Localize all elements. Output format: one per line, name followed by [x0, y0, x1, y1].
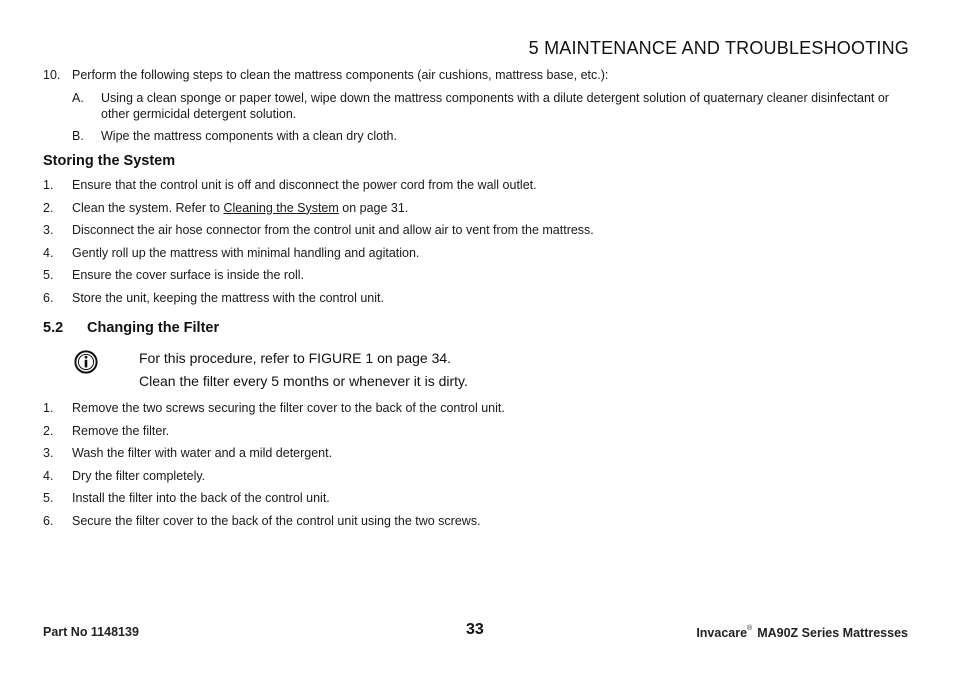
- cleaning-system-link[interactable]: Cleaning the System: [223, 200, 339, 215]
- substep-a: [72, 90, 914, 122]
- substep-text: Using a clean sponge or paper towel, wipe down the mattress components with a dilute detergent solution of quaternary cleaner disinfectant or other germicidal detergent solution.: [101, 91, 889, 121]
- substep-letter: B.: [72, 129, 84, 143]
- step-text: Secure the filter cover to the back of the control unit using the two screws.: [72, 513, 481, 528]
- step-number: 5.: [43, 491, 54, 505]
- step-text: Remove the filter.: [72, 423, 170, 438]
- info-icon: [74, 350, 98, 374]
- step-text: Ensure that the control unit is off and disconnect the power cord from the wall outlet.: [72, 178, 537, 192]
- step-number: 10.: [43, 68, 61, 82]
- footer-product: [696, 625, 908, 640]
- page-number: 33: [466, 621, 484, 638]
- substep-letter: A.: [72, 91, 84, 105]
- substep-text: Wipe the mattress components with a clean dry cloth.: [101, 129, 397, 143]
- list-item: [43, 245, 594, 268]
- filter-steps-list: [43, 400, 505, 535]
- list-item: [43, 513, 505, 536]
- step-number: 4.: [43, 468, 54, 483]
- list-item: [43, 290, 594, 313]
- list-item: [43, 445, 505, 468]
- step-number: 3.: [43, 446, 54, 460]
- step-10: [43, 67, 913, 83]
- note-line: Clean the filter every 5 months or whenever it is dirty.: [139, 373, 468, 389]
- step-number: 5.: [43, 268, 54, 282]
- product-name: MA90Z Series Mattresses: [757, 626, 908, 640]
- step-number: 6.: [43, 513, 54, 528]
- note-line: For this procedure, refer to FIGURE 1 on page 34.: [139, 350, 452, 366]
- filter-heading: [43, 320, 219, 336]
- step-text: Install the filter into the back of the control unit.: [72, 491, 330, 505]
- step-text: Remove the two screws securing the filter cover to the back of the control unit.: [72, 401, 505, 415]
- step-text: Store the unit, keeping the mattress with the control unit.: [72, 290, 384, 305]
- step-number: 2.: [43, 423, 54, 438]
- step-number: 2.: [43, 200, 54, 215]
- list-item: [43, 468, 505, 491]
- list-item: [43, 423, 505, 446]
- brand-name: Invacare: [696, 626, 748, 640]
- list-item: [43, 267, 594, 290]
- note-block: [139, 347, 468, 393]
- list-item: [43, 490, 505, 513]
- list-item: [43, 400, 505, 423]
- step-text: Perform the following steps to clean the mattress components (air cushions, mattress base, etc.):: [72, 68, 609, 82]
- step-number: 4.: [43, 245, 54, 260]
- step-text-before: Clean the system. Refer to: [72, 200, 224, 215]
- substep-b: [72, 128, 914, 144]
- step-text: Disconnect the air hose connector from the control unit and allow air to vent from the mattress.: [72, 223, 594, 237]
- part-number: Part No 1148139: [43, 625, 139, 639]
- step-text: Gently roll up the mattress with minimal handling and agitation.: [72, 245, 420, 260]
- section-number: 5.2: [43, 320, 64, 336]
- step-text: Ensure the cover surface is inside the roll.: [72, 268, 305, 282]
- step-number: 1.: [43, 178, 54, 192]
- storing-heading: Storing the System: [43, 153, 176, 169]
- step-number: 3.: [43, 223, 54, 237]
- section-heading-text: Changing the Filter: [87, 320, 220, 336]
- step-text: Dry the filter completely.: [72, 468, 206, 483]
- registered-mark: ®: [747, 625, 753, 632]
- section-title: 5 MAINTENANCE AND TROUBLESHOOTING: [528, 38, 909, 58]
- list-item: [43, 222, 594, 245]
- list-item: [43, 177, 594, 200]
- step-text-after: on page 31.: [338, 200, 409, 215]
- storing-steps-list: [43, 177, 594, 312]
- step-number: 1.: [43, 401, 54, 415]
- list-item: [43, 200, 594, 223]
- step-number: 6.: [43, 290, 54, 305]
- step-text: Wash the filter with water and a mild detergent.: [72, 446, 333, 460]
